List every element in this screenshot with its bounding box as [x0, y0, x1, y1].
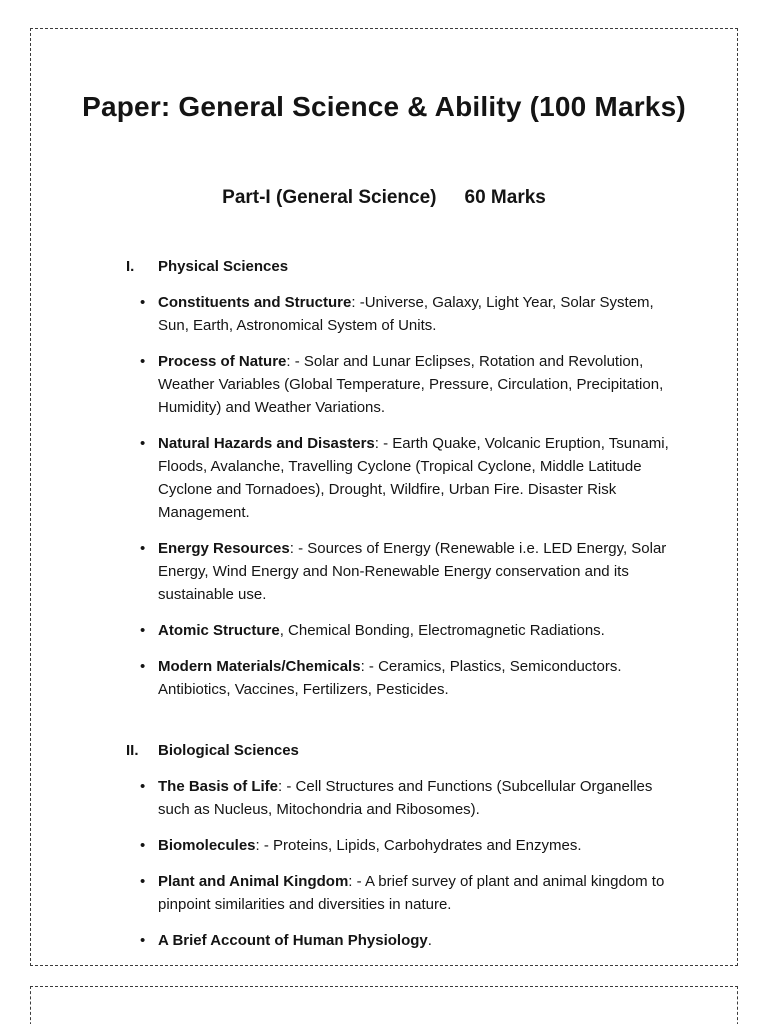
item-text: [158, 619, 682, 642]
list-item: [140, 655, 682, 701]
section-heading-text: Physical Sciences: [158, 258, 289, 275]
bullet-icon: •: [140, 435, 146, 452]
part-heading: [51, 187, 717, 209]
item-description: : -Universe, Galaxy, Light Year, Solar System, Sun, Earth, Astronomical System of Units.: [158, 294, 654, 334]
item-description: : - Cell Structures and Functions (Subcellular Organelles such as Nucleus, Mitochondria and Ribosomes).: [158, 778, 653, 818]
list-item: [140, 775, 682, 821]
item-description: : - Solar and Lunar Eclipses, Rotation and Revolution, Weather Variables (Global Temperature, Pressure, Circulation, Precipitation, Humidity) and Weather Variations.: [158, 353, 664, 416]
list-item: [140, 537, 682, 606]
section-items: [126, 775, 682, 952]
item-text: [158, 929, 682, 952]
item-text: [158, 655, 682, 701]
item-term: Process of Nature: [158, 353, 287, 370]
item-description: .: [427, 932, 432, 949]
item-term: A Brief Account of Human Physiology: [158, 932, 428, 949]
list-item: [140, 929, 682, 952]
item-text: [158, 291, 682, 337]
section-heading: [126, 257, 682, 277]
item-term: Atomic Structure: [158, 622, 280, 639]
bullet-icon: •: [140, 658, 146, 675]
item-description: : - Ceramics, Plastics, Semiconductors. Antibiotics, Vaccines, Fertilizers, Pesticides.: [158, 658, 622, 698]
list-item: [140, 291, 682, 337]
list-item: [140, 432, 682, 524]
item-text: [158, 537, 682, 606]
page-title: Paper: General Science & Ability (100 Marks): [82, 91, 686, 122]
bullet-icon: •: [140, 837, 146, 854]
item-description: : - Earth Quake, Volcanic Eruption, Tsunami, Floods, Avalanche, Travelling Cyclone (Tropical Cyclone, Middle Latitude Cyclone and Tornadoes), Drought, Wildfire, Urban Fire. Disaster Risk Management.: [158, 435, 669, 521]
list-item: [140, 619, 682, 642]
item-description: : - Sources of Energy (Renewable i.e. LED Energy, Solar Energy, Wind Energy and Non-Renewable Energy conservation and its sustainable use.: [158, 540, 667, 603]
item-text: [158, 432, 682, 524]
bullet-icon: •: [140, 778, 146, 795]
item-text: [158, 834, 682, 857]
part-heading-left: Part-I (General Science): [222, 187, 437, 208]
item-term: Energy Resources: [158, 540, 290, 557]
item-description: : - A brief survey of plant and animal kingdom to pinpoint similarities and diversities in nature.: [158, 873, 665, 913]
part-heading-marks: 60 Marks: [464, 187, 546, 208]
bullet-icon: •: [140, 873, 146, 890]
section-numeral: I.: [126, 258, 135, 275]
item-term: Natural Hazards and Disasters: [158, 435, 375, 452]
list-item: [140, 350, 682, 419]
item-term: Constituents and Structure: [158, 294, 352, 311]
item-term: The Basis of Life: [158, 778, 279, 795]
bullet-icon: •: [140, 622, 146, 639]
item-term: Biomolecules: [158, 837, 256, 854]
item-description: , Chemical Bonding, Electromagnetic Radiations.: [279, 622, 605, 639]
item-term: Plant and Animal Kingdom: [158, 873, 349, 890]
next-page-edge: [30, 986, 738, 1024]
section-items: [126, 291, 682, 701]
list-item: [140, 834, 682, 857]
section-heading: [126, 741, 682, 761]
section-numeral: II.: [126, 742, 139, 759]
bullet-icon: •: [140, 540, 146, 557]
bullet-icon: •: [140, 353, 146, 370]
section-heading-text: Biological Sciences: [158, 742, 299, 759]
page-content: [126, 257, 682, 952]
bullet-icon: •: [140, 294, 146, 311]
item-text: [158, 775, 682, 821]
document-page: [30, 28, 738, 966]
list-item: [140, 870, 682, 916]
section-physical-sciences: [126, 257, 682, 701]
item-term: Modern Materials/Chemicals: [158, 658, 361, 675]
item-text: [158, 870, 682, 916]
item-description: : - Proteins, Lipids, Carbohydrates and Enzymes.: [255, 837, 582, 854]
bullet-icon: •: [140, 932, 146, 949]
section-biological-sciences: [126, 741, 682, 952]
item-text: [158, 350, 682, 419]
